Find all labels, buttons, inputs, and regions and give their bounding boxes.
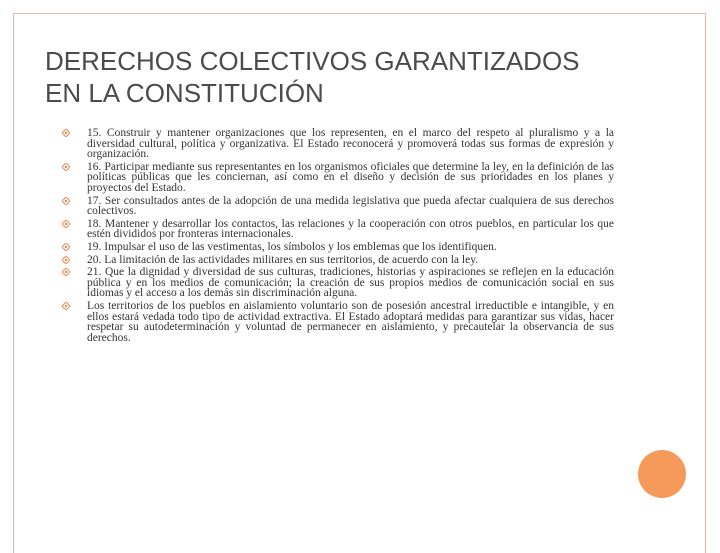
list-item <box>62 255 614 266</box>
title-line-2: EN LA CONSTITUCIÓN <box>45 78 324 108</box>
list-item-text: 17. Ser consultados antes de la adopción de una medida legislativa que pueda afectar cualquiera de sus derechos colectivos. <box>87 194 614 218</box>
list-item-text: 20. La limitación de las actividades militares en sus territorios, de acuerdo con la ley. <box>87 253 479 266</box>
bullet-list <box>62 128 614 345</box>
list-item <box>62 219 614 240</box>
list-item-text: 19. Impulsar el uso de las vestimentas, los símbolos y los emblemas que los identifiquen. <box>87 240 497 253</box>
list-item-text: 16. Participar mediante sus representantes en los organismos oficiales que determine la ley, en la definición de las políticas públicas que les conciernan, así como en el diseño y decisión de sus prioridades en los planes y proyectos del Estado. <box>87 160 614 194</box>
diamond-bullet-icon <box>62 302 70 310</box>
diamond-bullet-icon <box>62 197 70 205</box>
list-item <box>62 242 614 253</box>
diamond-bullet-icon <box>62 268 70 276</box>
slide-title <box>45 45 665 109</box>
list-item <box>62 196 614 217</box>
list-item-text: 21. Que la dignidad y diversidad de sus culturas, tradiciones, historias y aspiraciones se reflejen en la educación pública y en los medios de comunicación; la creación de sus propios medios de comunicación social en sus idiomas y el acceso a los demás sin discriminación alguna. <box>87 266 614 300</box>
list-item-text: 15. Construir y mantener organizaciones que los representen, en el marco del respeto al pluralismo y a la diversidad cultural, política y organizativa. El Estado reconocerá y promoverá todas sus formas de expresión y organización. <box>87 127 614 161</box>
diamond-bullet-icon <box>62 163 70 171</box>
decorative-circle <box>638 450 686 498</box>
diamond-bullet-icon <box>62 243 70 251</box>
diamond-bullet-icon <box>62 220 70 228</box>
list-item <box>62 162 614 194</box>
list-item-text: 18. Mantener y desarrollar los contactos, las relaciones y la cooperación con otros pueblos, en particular los que estén divididos por fronteras internacionales. <box>87 217 614 241</box>
list-item <box>62 301 614 343</box>
diamond-bullet-icon <box>62 129 70 137</box>
diamond-bullet-icon <box>62 256 70 264</box>
title-line-1: DERECHOS COLECTIVOS GARANTIZADOS <box>45 46 580 76</box>
list-item <box>62 128 614 160</box>
list-item <box>62 267 614 299</box>
list-item-text: Los territorios de los pueblos en aislamiento voluntario son de posesión ancestral irreductible e intangible, y en ellos estará vedada todo tipo de actividad extractiva. El Estado adoptará medidas para garantizar sus vidas, hacer respetar su autodeterminación y voluntad de permanecer en aislamiento, y precautelar la observancia de sus derechos. <box>87 299 614 344</box>
